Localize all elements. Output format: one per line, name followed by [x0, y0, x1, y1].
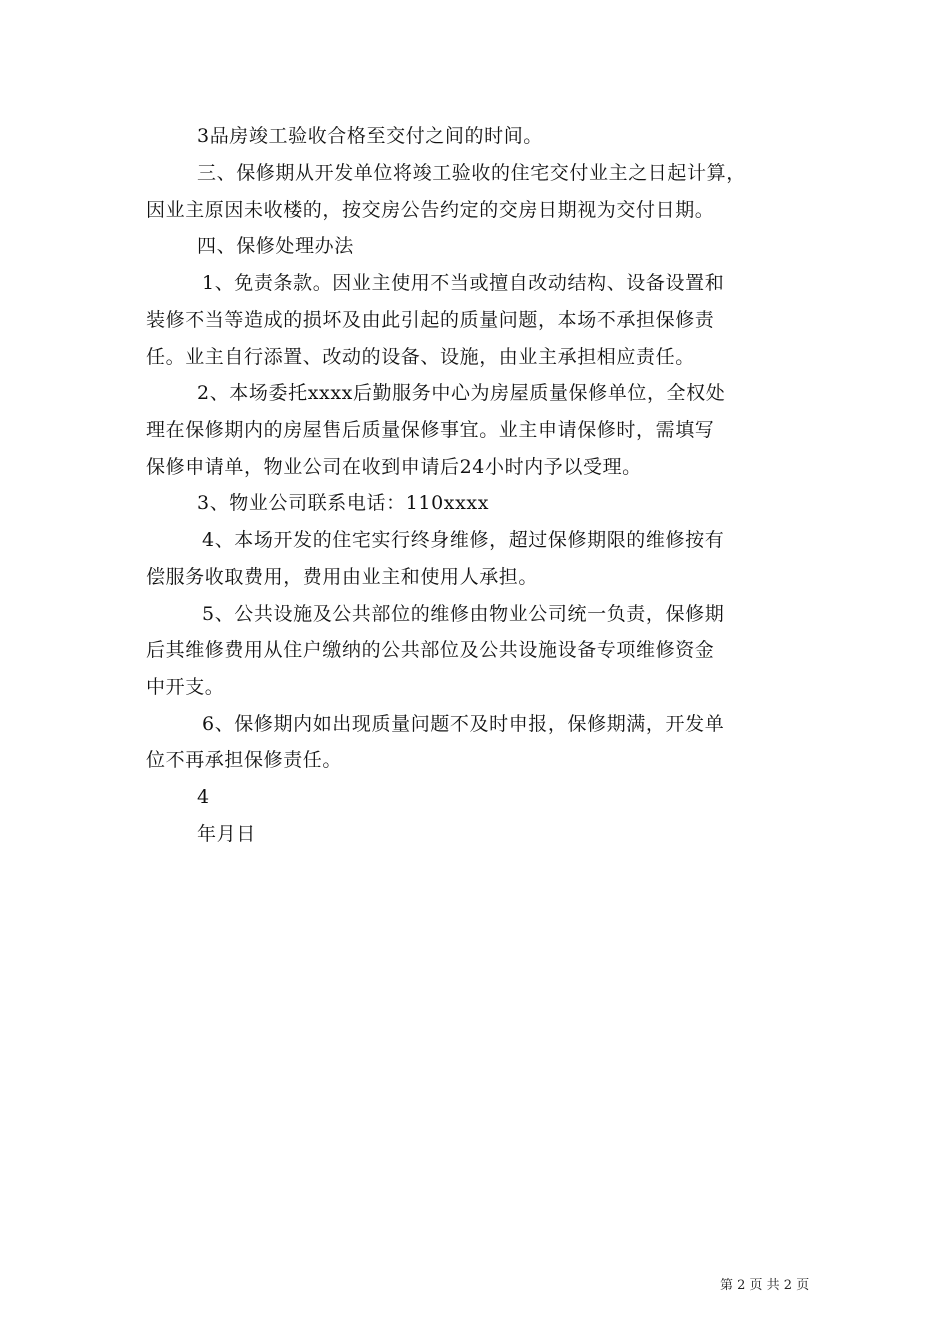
signature-line: 4: [197, 786, 210, 808]
paragraph-line: 3、物业公司联系电话：110xxxx: [197, 492, 490, 514]
paragraph-line: 偿服务收取费用，费用由业主和使用人承担。: [146, 566, 539, 588]
page-number: 第 2 页 共 2 页: [720, 1278, 810, 1293]
paragraph-line: 1、免责条款。因业主使用不当或擅自改动结构、设备设置和: [202, 272, 725, 294]
paragraph-line: 三、保修期从开发单位将竣工验收的住宅交付业主之日起计算，: [197, 162, 746, 184]
paragraph-line: 5、公共设施及公共部位的维修由物业公司统一负责，保修期: [202, 603, 725, 625]
paragraph-line: 装修不当等造成的损坏及由此引起的质量问题，本场不承担保修责: [146, 309, 715, 331]
paragraph-line: 理在保修期内的房屋售后质量保修事宜。业主申请保修时，需填写: [146, 419, 715, 441]
paragraph-line: 保修申请单，物业公司在收到申请后24小时内予以受理。: [146, 456, 642, 478]
paragraph-line: 2、本场委托xxxx后勤服务中心为房屋质量保修单位，全权处: [197, 382, 726, 404]
paragraph-line: 任。业主自行添置、改动的设备、设施，由业主承担相应责任。: [146, 346, 695, 368]
paragraph-line: 3品房竣工验收合格至交付之间的时间。: [197, 125, 543, 147]
paragraph-line: 6、保修期内如出现质量问题不及时申报，保修期满，开发单: [202, 713, 725, 735]
date-line: 年月日: [197, 823, 256, 845]
section-heading: 四、保修处理办法: [197, 235, 354, 257]
paragraph-line: 位不再承担保修责任。: [146, 749, 343, 771]
paragraph-line: 中开支。: [146, 676, 225, 698]
paragraph-line: 后其维修费用从住户缴纳的公共部位及公共设施设备专项维修资金: [146, 639, 715, 661]
paragraph-line: 因业主原因未收楼的，按交房公告约定的交房日期视为交付日期。: [146, 199, 715, 221]
paragraph-line: 4、本场开发的住宅实行终身维修，超过保修期限的维修按有: [202, 529, 725, 551]
